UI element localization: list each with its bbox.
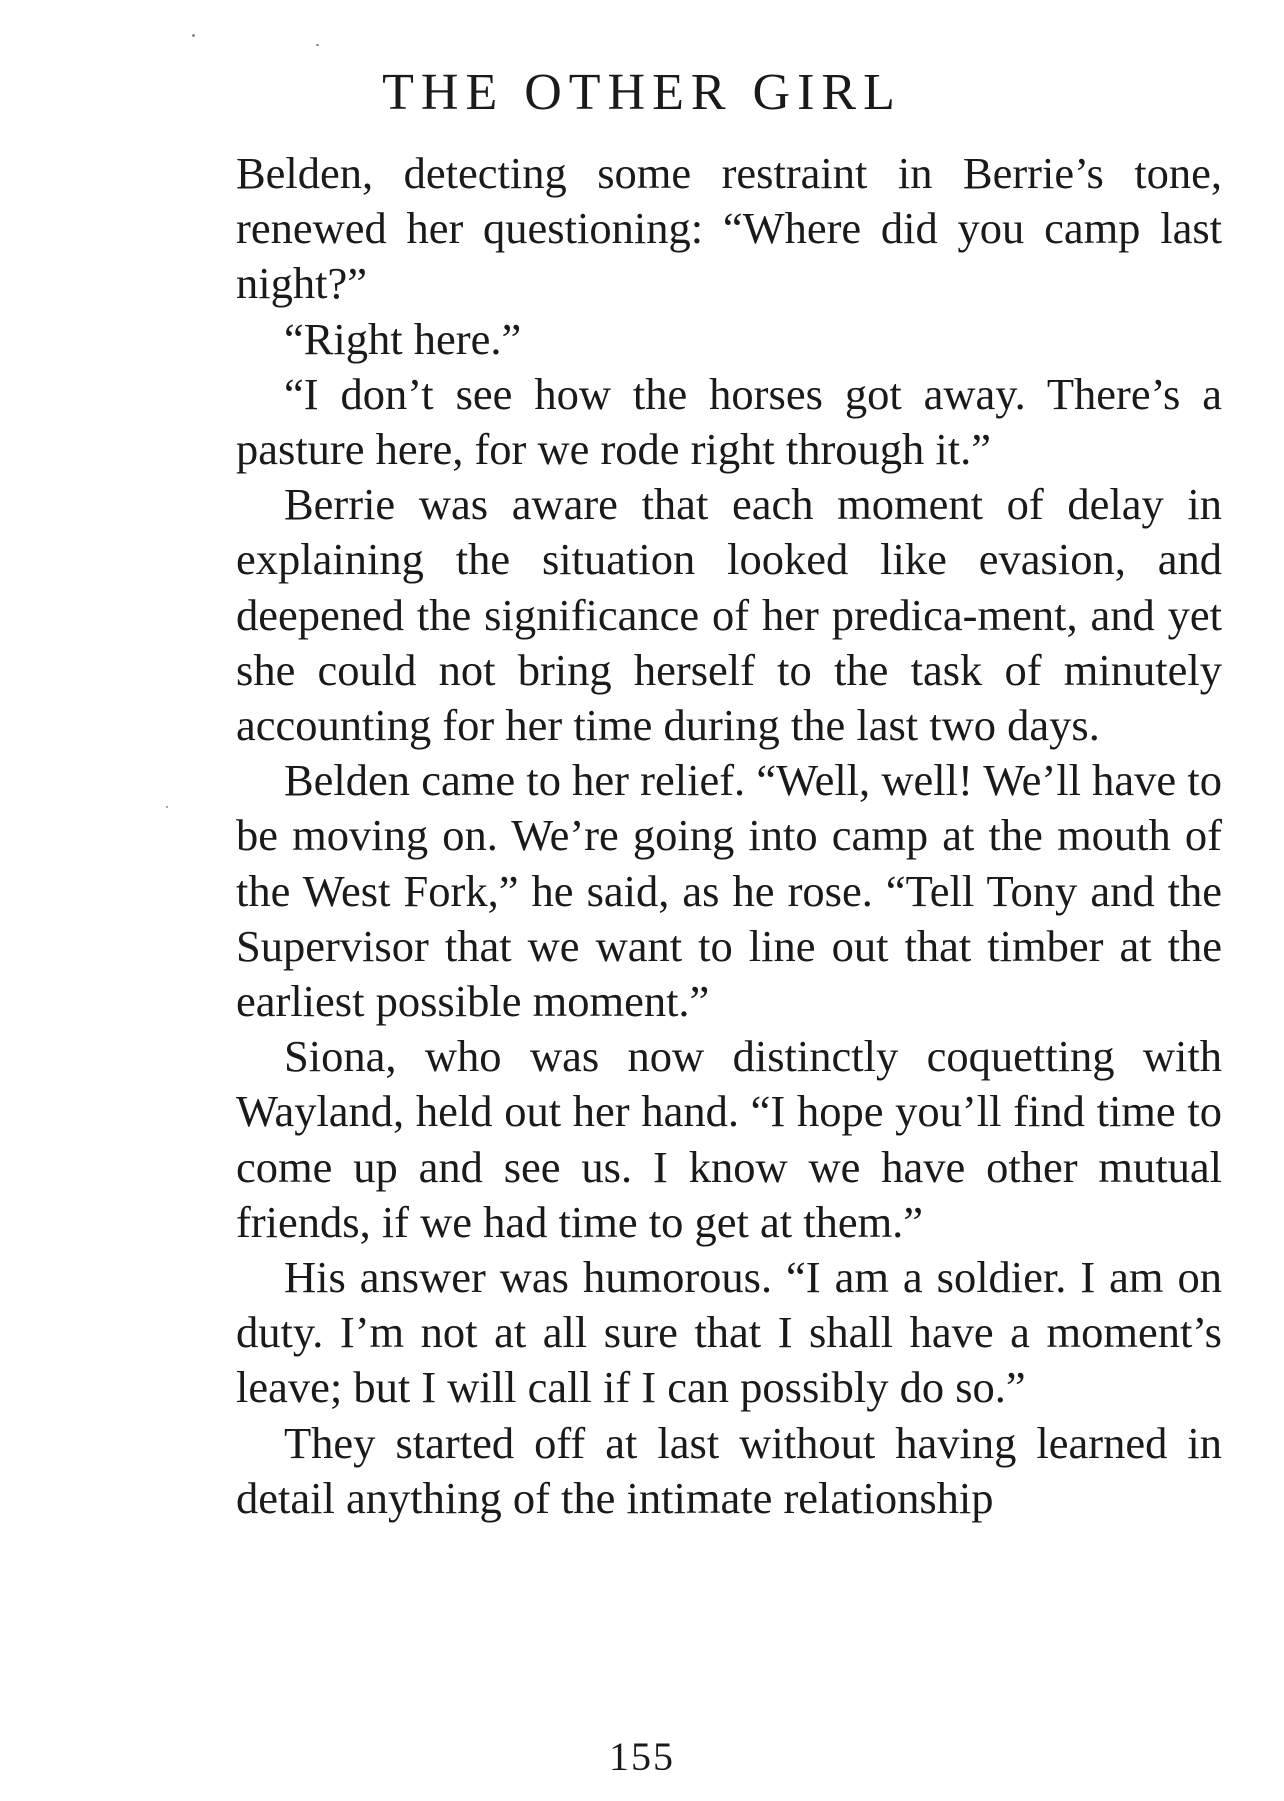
paragraph: “Right here.” [284,313,522,364]
paragraph: They started off at last without having learned in detail anything of the intimate relationship [236,1417,1222,1523]
paragraph: “I don’t see how the horses got away. There’s a pasture here, for we rode right through it.” [236,368,1222,475]
paragraph: Belden, detecting some restraint in Berrie’s tone, renewed her questioning: “Where did you camp last night?” [236,148,1222,309]
page-speck [192,34,195,37]
paragraph: Berrie was aware that each moment of delay in explaining the situation looked like evasion, and deepened the significance of her predica-ment, and yet she could not bring herself to the task of minutely accounting for her time during the last two days. [236,479,1222,751]
paragraph: Siona, who was now distinctly coquetting with Wayland, held out her hand. “I hope you’ll find time to come up and see us. I know we have other mutual friends, if we had time to get at them.” [236,1031,1222,1247]
page-speck [166,806,168,808]
page-number: 155 [609,1734,675,1779]
page-speck [316,44,319,46]
paragraph: Belden came to her relief. “Well, well! We’ll have to be moving on. We’re going into camp at the mouth of the West Fork,” he said, as he rose. “Tell Tony and the Supervisor that we want to line out that timber at the earliest possible moment.” [236,755,1222,1027]
paragraph: His answer was humorous. “I am a soldier. I am on duty. I’m not at all sure that I shall have a moment’s leave; but I will call if I can possibly do so.” [236,1252,1222,1413]
body-text [236,146,1222,1526]
running-head: THE OTHER GIRL [382,64,902,121]
